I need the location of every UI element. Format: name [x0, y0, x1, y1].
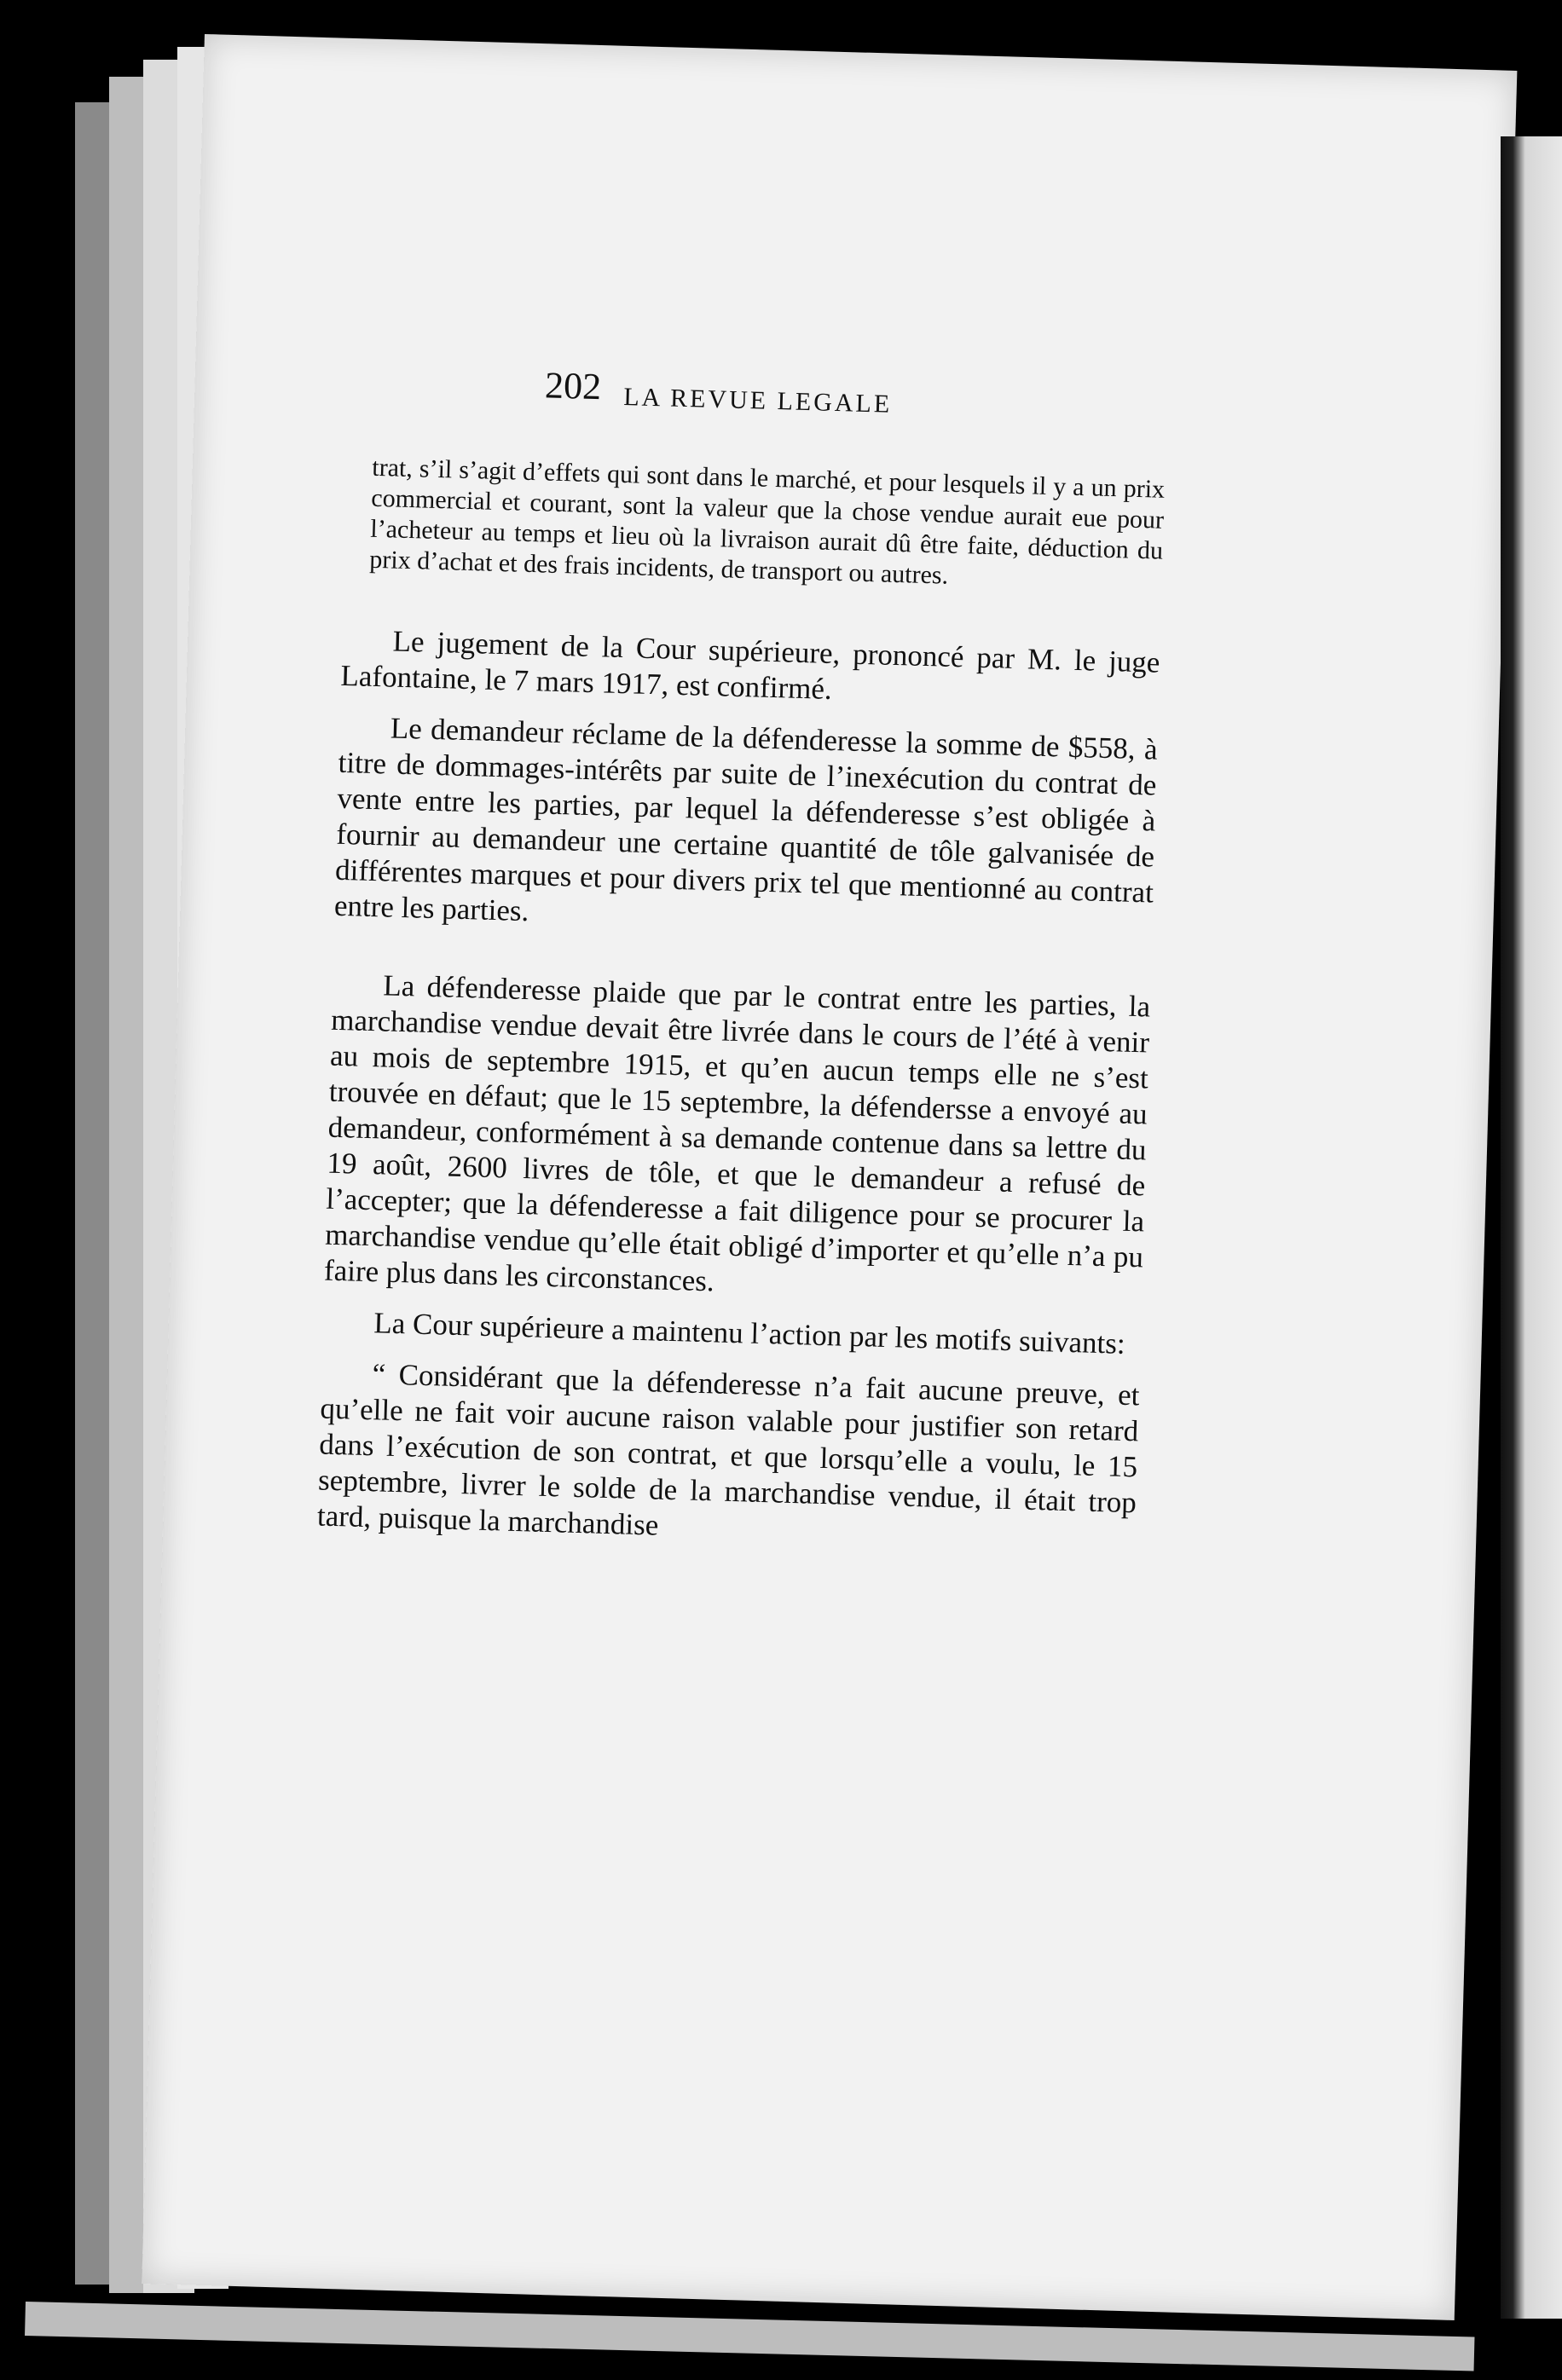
- paragraph-judgment: Le jugement de la Cour supérieure, prononcé par M. le juge Lafontaine, le 7 mars 1917, est confirmé.: [340, 624, 1160, 706]
- book-gutter: [1501, 136, 1562, 2319]
- page-body: [316, 452, 1165, 1557]
- running-title: LA REVUE LEGALE: [622, 382, 893, 419]
- page-number: 202: [544, 364, 602, 408]
- paragraph-considerant: “ Considérant que la défenderesse n’a fait aucune preuve, et qu’elle ne fait voir aucune raison valable pour justifier son retard dans l’exécution de son contrat, et que lorsqu’elle a voulu, le 15 septembre, livrer le solde de la marchandise vendue, il était trop tard, puisque la marchandise: [316, 1357, 1140, 1542]
- quoted-article-continuation: trat, s’il s’agit d’effets qui sont dans le marché, et pour lesquels il y a un prix commercial et courant, sont la valeur que la chose vendue aurait eue pour l’acheteur au temps et lieu où la livraison aurait dû être faite, déduction du prix d’achat et des frais incidents, de transport ou autres.: [368, 453, 1166, 590]
- paragraph-defence: La défenderesse plaide que par le contrat entre les parties, la marchandise vendue devait être livrée dans le cours de l’été à venir au mois de septembre 1915, et qu’en aucun temps elle ne s’est trouvée en défaut; que le 15 septembre, la défendersse a envoyé au demandeur, conformément à sa demande contenue dans sa lettre du 19 août, 2600 livres de tôle, et que le demandeur a refusé de l’accepter; que la défenderesse a fait diligence pour se procurer la marchandise vendue qu’elle était obligé d’importer et qu’elle n’a pu faire plus dans les circonstances.: [323, 968, 1151, 1298]
- paragraph-court-motives: La Cour supérieure a maintenu l’action par les motifs suivants:: [373, 1306, 1126, 1360]
- paragraph-claim: Le demandeur réclame de la défenderesse la somme de $558, à titre de dommages-intérêts par suite de l’inexécution du contrat de vente entre les parties, par lequel la défenderesse s’est obligée à fournir au demandeur une certaine quantité de tôle galvanisée de différentes marques et pour divers prix tel que mentionné au contrat entre les parties.: [333, 711, 1159, 928]
